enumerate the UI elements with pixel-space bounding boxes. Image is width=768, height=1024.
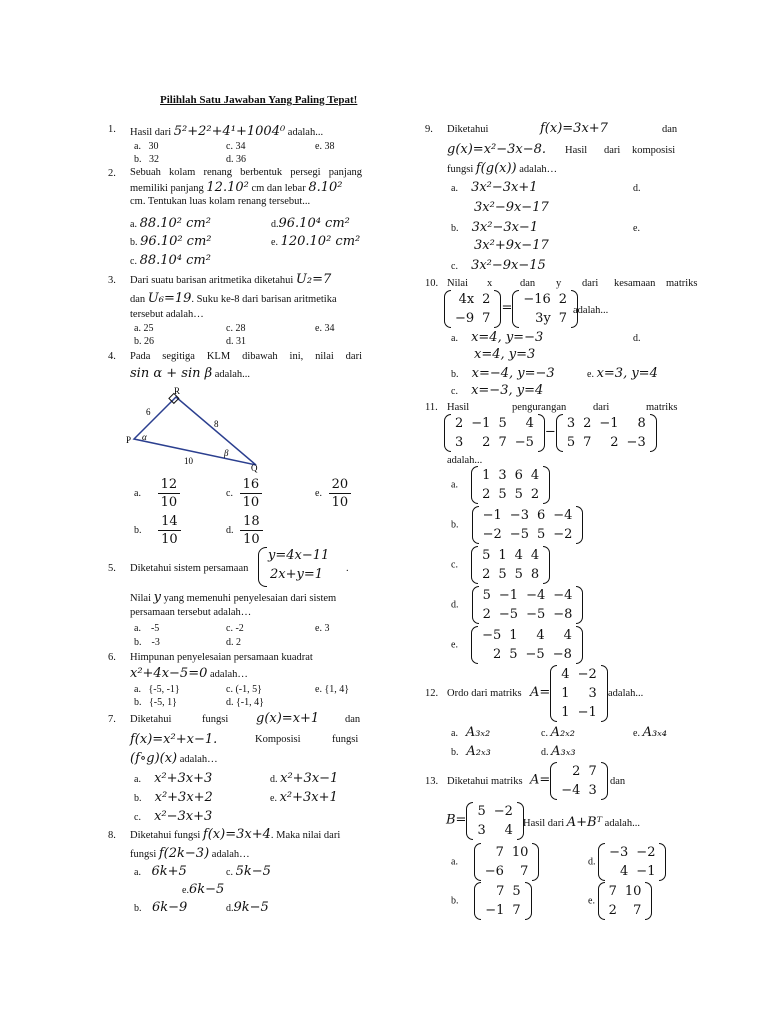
option-e[interactable]: e. 3 (315, 623, 330, 634)
option-d[interactable]: d. 5 −1 −4 −4 2 −5 −5 −8 (451, 586, 583, 624)
option-c[interactable]: c. 5k−5 (226, 864, 271, 879)
option-a[interactable]: a. $\frac{12}{10}$ (134, 476, 180, 511)
option-a[interactable]: a. 3x²−3x+1 (451, 180, 538, 195)
option-a[interactable]: a. 7 10 −6 7 (451, 843, 539, 881)
option-d[interactable]: d.96.10⁴ cm² (271, 216, 350, 231)
option-b[interactable]: b. 26 (134, 336, 154, 347)
option-e[interactable]: e. −5 1 4 4 2 5 −5 −8 (451, 626, 583, 664)
question-number: 5. (108, 563, 116, 574)
option-d[interactable]: d. −3 −2 4 −1 (588, 843, 666, 881)
option-d-value: x=4, y=3 (474, 347, 536, 362)
option-d[interactable]: d. A₃ₓ₃ (541, 744, 576, 759)
option-d[interactable]: d.9k−5 (226, 900, 269, 915)
option-a[interactable]: a. 6k+5 (134, 864, 187, 879)
option-b[interactable]: b. 7 5 −1 7 (451, 882, 532, 920)
question-number: 1. (108, 124, 116, 135)
matrix-subtraction: 2 −1 5 4 3 2 7 −5 − 3 2 −1 8 5 7 2 −3 (444, 414, 657, 452)
question-number: 13. (425, 776, 439, 787)
option-d[interactable]: d. 36 (226, 154, 246, 165)
option-c[interactable]: c. $\frac{16}{10}$ (226, 476, 262, 511)
option-a[interactable]: a. 88.10² cm² (130, 216, 211, 231)
triangle-shape (134, 397, 256, 465)
option-e[interactable]: e. 120.10² cm² (271, 234, 361, 249)
side-pr-label: 6 (146, 407, 151, 417)
question-number: 10. (425, 278, 439, 289)
matrix-a: A= 4 −2 1 3 1 −1 (530, 665, 608, 722)
option-b[interactable]: b. A₂ₓ₃ (451, 744, 491, 759)
option-a[interactable]: a. 1 3 6 4 2 5 5 2 (451, 466, 550, 504)
vertex-r: R (174, 386, 181, 396)
option-d[interactable]: d. {-1, 4} (226, 697, 264, 708)
equation-2: 2x+y=1 (270, 567, 324, 582)
question-number: 4. (108, 351, 116, 362)
triangle-diagram (120, 385, 270, 475)
option-c[interactable]: c. 88.10⁴ cm² (130, 253, 211, 268)
vertex-q: Q (251, 463, 258, 473)
page-title: Pilihlah Satu Jawaban Yang Paling Tepat! (160, 94, 358, 106)
option-e[interactable]: e.6k−5 (182, 882, 225, 897)
option-e[interactable]: e. (633, 223, 640, 234)
option-c[interactable]: c. -2 (226, 623, 244, 634)
option-e[interactable]: e. $\frac{20}{10}$ (315, 476, 351, 511)
option-d-value: 3x²−9x−17 (474, 200, 549, 215)
option-b[interactable]: b. x=−4, y=−3 (451, 366, 555, 381)
option-a[interactable]: a. -5 (134, 623, 160, 634)
option-b[interactable]: b. {-5, 1} (134, 697, 177, 708)
option-c[interactable]: c. 5 1 4 4 2 5 5 8 (451, 546, 550, 584)
option-e[interactable]: e. x²+3x+1 (270, 790, 338, 805)
option-b[interactable]: b. −1 −3 6 −4 −2 −5 5 −2 (451, 506, 583, 544)
option-d[interactable]: d. x²+3x−1 (270, 771, 339, 786)
option-e[interactable]: e. 34 (315, 323, 335, 334)
matrix-a: A= 2 7 −4 3 (530, 762, 608, 800)
option-b[interactable]: b. 6k−9 (134, 900, 188, 915)
option-a[interactable]: a. x²+3x+3 (134, 771, 213, 786)
option-a[interactable]: a. 30 (134, 141, 159, 152)
question-number: 3. (108, 275, 116, 286)
option-c[interactable]: c. x=−3, y=4 (451, 383, 544, 398)
option-a[interactable]: a. A₃ₓ₂ (451, 725, 491, 740)
question-number: 2. (108, 168, 116, 179)
option-e[interactable]: e. x=3, y=4 (587, 366, 658, 381)
option-e-value: 3x²+9x−17 (474, 238, 549, 253)
system-brace (258, 547, 267, 587)
option-d[interactable]: d. $\frac{18}{10}$ (226, 513, 263, 548)
option-a[interactable]: a. {-5, -1} (134, 684, 180, 695)
angle-beta-label: β (224, 448, 229, 458)
option-d[interactable]: d. (633, 183, 641, 194)
matrix-b: B= 5 −2 3 4 (446, 802, 524, 840)
option-b[interactable]: b. 3x²−3x−1 (451, 220, 539, 235)
option-d[interactable]: d. 2 (226, 637, 241, 648)
option-e[interactable]: e. 7 10 2 7 (588, 882, 652, 920)
question-number: 8. (108, 830, 116, 841)
question-text: Dari suatu barisan aritmetika diketahui U₂=7 (130, 272, 332, 287)
option-e[interactable]: e. 38 (315, 141, 335, 152)
question-number: 6. (108, 652, 116, 663)
option-c[interactable]: c. x²−3x+3 (134, 809, 213, 824)
option-b[interactable]: b. 32 (134, 154, 159, 165)
option-c[interactable]: c. (-1, 5} (226, 684, 262, 695)
side-pq-label: 10 (184, 456, 193, 466)
question-text: Hasil dari 5²+2²+4¹+1004⁰ adalah... (130, 124, 324, 139)
matrix-equation: 4x 2 −9 7 = −16 2 3y 7 (444, 290, 578, 328)
question-number: 12. (425, 688, 439, 699)
side-rq-label: 8 (214, 419, 219, 429)
option-e[interactable]: e. {1, 4} (315, 684, 350, 695)
angle-alpha-label: α (142, 432, 147, 442)
option-c[interactable]: c. A₂ₓ₂ (541, 725, 576, 740)
option-c[interactable]: c. 3x²−9x−15 (451, 258, 546, 273)
option-d[interactable]: d. (633, 333, 641, 344)
question-number: 11. (425, 402, 438, 413)
equation-1: y=4x−11 (268, 548, 330, 563)
option-a[interactable]: a. 25 (134, 323, 154, 334)
question-number: 9. (425, 124, 433, 135)
option-b[interactable]: b. $\frac{14}{10}$ (134, 513, 181, 548)
question-text: Sebuah kolam renang berbentuk persegi panjang memiliki panjang 12.10² cm dan lebar 8.10² cm. Tentukan luas kolam renang tersebut... (130, 167, 362, 207)
question-number: 7. (108, 714, 116, 725)
option-a[interactable]: a. x=4, y=−3 (451, 330, 544, 345)
option-b[interactable]: b. x²+3x+2 (134, 790, 213, 805)
vertex-p: P (126, 435, 132, 445)
option-d[interactable]: d. 31 (226, 336, 246, 347)
option-b[interactable]: b. 96.10² cm² (130, 234, 212, 249)
option-e[interactable]: e. A₃ₓ₄ (633, 725, 668, 740)
expression: 5²+2²+4¹+1004⁰ (173, 124, 286, 139)
option-b[interactable]: b. -3 (134, 637, 160, 648)
option-c[interactable]: c. 28 (226, 323, 246, 334)
option-c[interactable]: c. 34 (226, 141, 246, 152)
